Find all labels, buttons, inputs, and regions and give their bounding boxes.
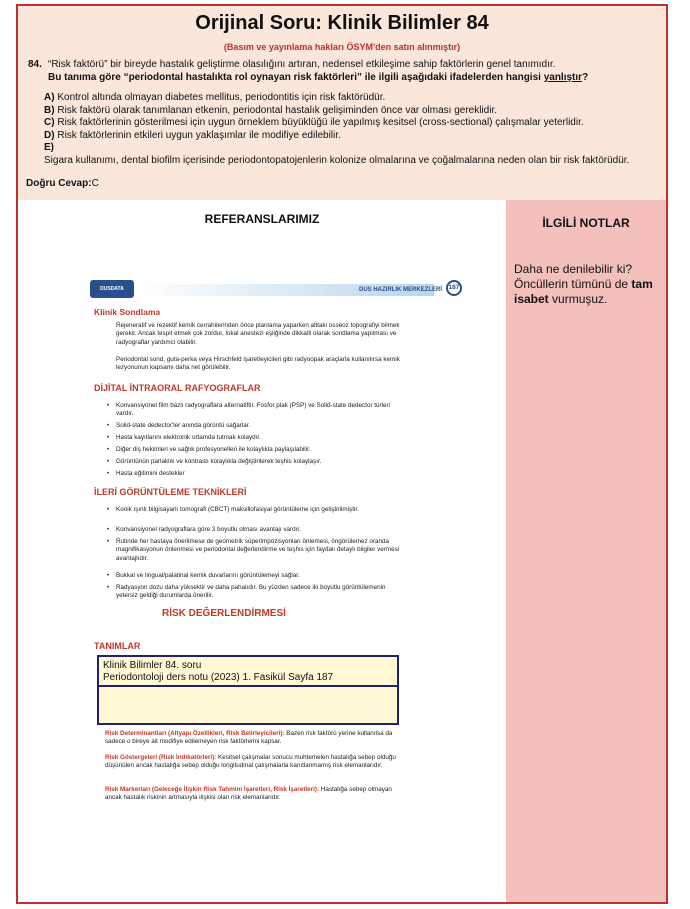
notes-text-end: vurmuşuz.: [548, 292, 608, 306]
definition-term: Risk Markerları (Geleceğe İlişkin Risk Tahmini İşaretleri, Risk İşaretleri):: [105, 786, 320, 793]
notes-heading: İLGİLİ NOTLAR: [542, 216, 630, 230]
answer-label: Doğru Cevap:: [26, 178, 92, 189]
header-label: DUS HAZIRLIK MERKEZLERİ: [359, 287, 442, 293]
references-heading: REFERANSLARIMIZ: [204, 212, 320, 226]
callout-source: Periodontoloji ders notu (2023) 1. Fasikül Sayfa 187: [103, 672, 334, 683]
notes-emphasis: tam isabet: [514, 277, 653, 306]
list-item: • Görüntünün parlaklık ve kontrastı kolaylıkla değiştirilerek teşhis kolaylaşır.: [116, 458, 406, 466]
list-item: • Hasta eğitimini destekler: [116, 470, 406, 478]
option-key: A): [44, 92, 55, 103]
question-mark: ?: [582, 72, 589, 83]
section-title: RİSK DEĞERLENDİRMESİ: [162, 608, 286, 619]
paragraph: Periodontal sond, guta-perka veya Hirschfeld işaretleyicileri gibi radyoopak araçlarla kullanılırsa kemik lezyonunun kapsamı daha net görülebilir.: [116, 356, 400, 372]
page-number: 187: [446, 280, 462, 296]
paragraph: Rejeneratif ve rezektif kemik cerrahilerinden önce planlama yaparken alttaki osseoz topografiyi bilmek gerekir. Ancak tespit etmek çok zordur, lokal anestezi eşliğinde dikkatli olarak sondlama yapılması ve radyograflar yardımcı olabilir.: [116, 322, 400, 346]
definition-text: Hastalığa sebep olmayan ancak hastalık riskinin artmasıyla ilişkisi olan risk elemanlarıdır.: [105, 786, 392, 802]
copyright-note: (Basım ve yayınlama hakları ÖSYM'den satın alınmıştır): [223, 42, 461, 52]
definition-text: Bazen risk faktörü yerine kullanılsa da sadece o bireye ait modifiye edilemeyen risk faktörlerini kapsar.: [105, 730, 393, 746]
list-item: • Konvansiyonel film bazlı radyograflara alternatiftir. Fosfor plak (PSP) ve Solid-state dedector türleri vardır.: [116, 402, 406, 419]
list-item: • Solid-state dedector'ler anında görüntü sağarlar.: [116, 422, 406, 430]
option-key: C): [44, 117, 55, 129]
notes-text-start: Daha ne denilebilir ki? Öncüllerin tümünü de: [514, 262, 633, 291]
callout-title: Klinik Bilimler 84. soru: [103, 660, 202, 671]
section-title: İLERİ GÖRÜNTÜLEME TEKNİKLERİ: [94, 487, 247, 497]
definition-term: Risk Göstergeleri (Risk İndikatörleri):: [105, 754, 217, 761]
definition-text: Kesitsel çalışmalar sonucu muhtemelen hastalığa sebep olduğu düşünülen ancak hastalığa sebep olduğu longitudinal çalışmalarla kanıtlanmamış risk elemanlarıdır.: [105, 754, 396, 770]
answer-value: C: [91, 178, 99, 189]
option-text: Kontrol altında olmayan diabetes mellitus, periodontitis için risk faktörüdür.: [57, 92, 386, 103]
publisher-logo: DUSDATA: [90, 280, 134, 298]
option-text: Risk faktörü olarak tanımlanan etkenin, periodontal hastalık gelişiminden önce var olması gereklidir.: [57, 104, 498, 116]
page-title: Orijinal Soru: Klinik Bilimler 84: [195, 12, 489, 34]
option-e-text: Sigara kullanımı, dental biofilm içerisinde periodontopatojenlerin kolonize olmalarına ve çoğalmalarına neden olan bir risk faktörüdür.: [44, 154, 630, 166]
section-title: Klinik Sondlama: [94, 307, 161, 317]
section-title: TANIMLAR: [94, 641, 141, 651]
option-key: E): [44, 142, 54, 154]
page-border: [16, 4, 668, 904]
list-item: • Bukkal ve lingual/palatinal kemik duvarlarını görüntülemeyi sağlar.: [116, 572, 406, 580]
definition-term: Risk Determinantları (Altyapı Özellikleri, Risk Belirleyicileri):: [105, 730, 285, 737]
section-title: DİJİTAL İNTRAORAL RAFYOGRAFLAR: [94, 383, 261, 393]
question-number: 84.: [28, 59, 42, 70]
option-key: B): [44, 104, 55, 116]
list-item: • Diğer diş hekimleri ve sağlık profesyonelleri ile kolaylıkla paylaşılabilir.: [116, 446, 406, 454]
option-key: D): [44, 129, 55, 141]
list-item: • Radyasyon dozu daha yüksektir ve daha pahalıdır. Bu yüzden sadece iki boyutlu görüntülemenin yetersiz geldiği durumlarda önerilir.: [116, 584, 406, 601]
list-item: • Konik ışınlı bilgisayarlı tomografi (CBCT) maksillofasiyal görüntüleme için geliştirilmiştir.: [116, 506, 406, 514]
list-item: • Konvansiyonel radyograflara göre 3 boyutlu olması avantajı vardır.: [116, 526, 406, 534]
option-text: Risk faktörlerinin gösterilmesi için uygun örneklem büyüklüğü ile yapılmış kesitsel (cross-sectional) çalışmalar yeterlidir.: [57, 117, 584, 129]
question-line-2-text: Bu tanıma göre “periodontal hastalıkta rol oynayan risk faktörleri” ile ilgili aşağıdaki ifadelerden hangisi: [48, 72, 544, 83]
option-text: Risk faktörlerinin etkileri uygun yaklaşımlar ile modifiye edilebilir.: [57, 129, 341, 141]
list-item: • Hasta kayıtlarını elektronik ortamda tutmak kolaydır.: [116, 434, 406, 442]
question-line-1: “Risk faktörü” bir bireyde hastalık geliştirme olasılığını artıran, nedensel etkileşime sahip faktörlerin genel tanımıdır.: [48, 59, 556, 70]
emphasis-wrong: yanlıştır: [543, 72, 583, 83]
list-item: • Rutinde her hastaya önerilmese de geometrik süperimpozisyonları önlemesi, öngörülemez oranda magnifikasyonun önlenmesi ve periodontal değerlendirme ve teşhis için faydalı detaylı bilgiler vermesi avantajlıdır.: [116, 538, 406, 563]
